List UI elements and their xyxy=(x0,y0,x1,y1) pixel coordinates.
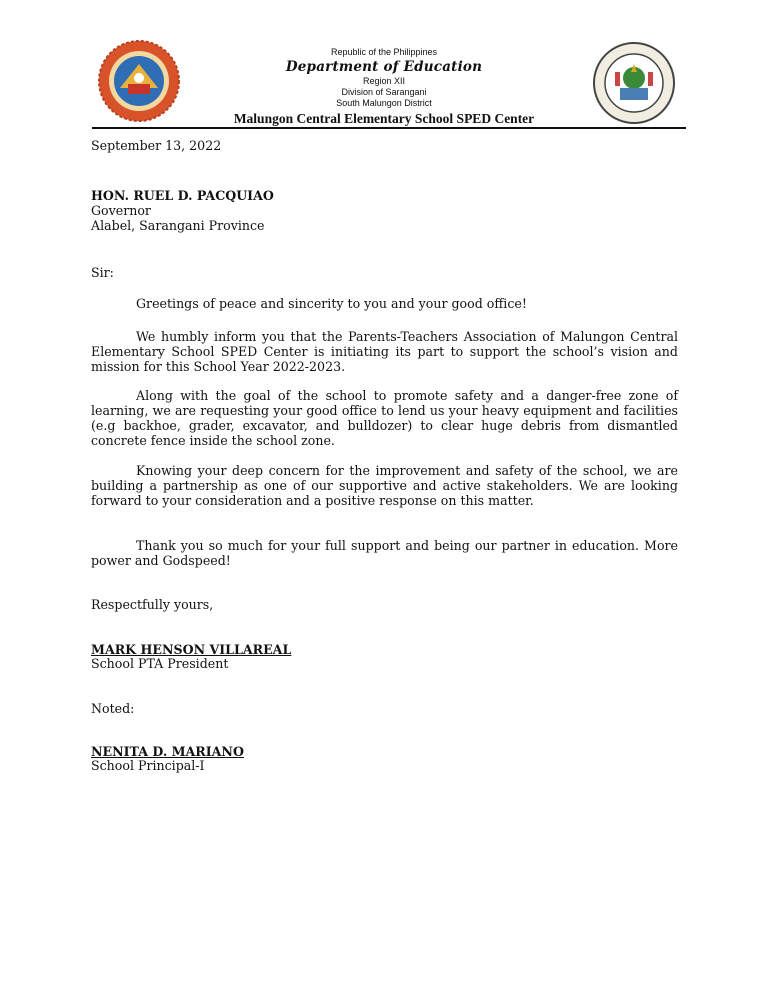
paragraph-greeting: Greetings of peace and sincerity to you and your good office! xyxy=(136,296,527,311)
recipient-address: Alabel, Sarangani Province xyxy=(91,218,265,233)
salutation: Sir: xyxy=(91,265,114,280)
signatory-principal-title: School Principal-I xyxy=(91,758,205,773)
recipient-title: Governor xyxy=(91,203,151,218)
division-label: Division of Sarangani xyxy=(341,87,427,97)
district-label: South Malungon District xyxy=(336,98,432,108)
region-label: Region XII xyxy=(362,76,406,86)
department-name: Department of Education xyxy=(285,59,483,75)
recipient-name: HON. RUEL D. PACQUIAO xyxy=(91,188,274,203)
school-name: Malungon Central Elementary School SPED Center xyxy=(233,111,535,126)
letter-date: September 13, 2022 xyxy=(91,138,222,153)
noted-label: Noted: xyxy=(91,701,135,716)
header-divider xyxy=(92,127,686,129)
signatory-principal-name: NENITA D. MARIANO xyxy=(91,744,244,759)
paragraph-request: Along with the goal of the school to promote safety and a danger-free zone of learning, we are requesting your good office to lend us your heavy equipment and facilities (e.g backhoe, grader, excavator, and bulldozer) to clear huge debris from dismantled concrete fence inside the school zone. xyxy=(91,388,678,448)
letterhead xyxy=(160,47,608,127)
paragraph-intro: We humbly inform you that the Parents-Teachers Association of Malungon Central Elementary School SPED Center is initiating its part to support the school’s vision and mission for this School Year 2022-2023. xyxy=(91,329,678,374)
paragraph-concern: Knowing your deep concern for the improvement and safety of the school, we are building a partnership as one of our supportive and active stakeholders. We are looking forward to your consideration and a positive response on this matter. xyxy=(91,463,678,508)
signatory-pta-name: MARK HENSON VILLAREAL xyxy=(91,642,292,657)
signatory-pta-title: School PTA President xyxy=(91,656,229,671)
closing: Respectfully yours, xyxy=(91,597,214,612)
paragraph-thanks: Thank you so much for your full support and being our partner in education. More power and Godspeed! xyxy=(91,538,678,568)
republic-label: Republic of the Philippines xyxy=(330,47,438,57)
